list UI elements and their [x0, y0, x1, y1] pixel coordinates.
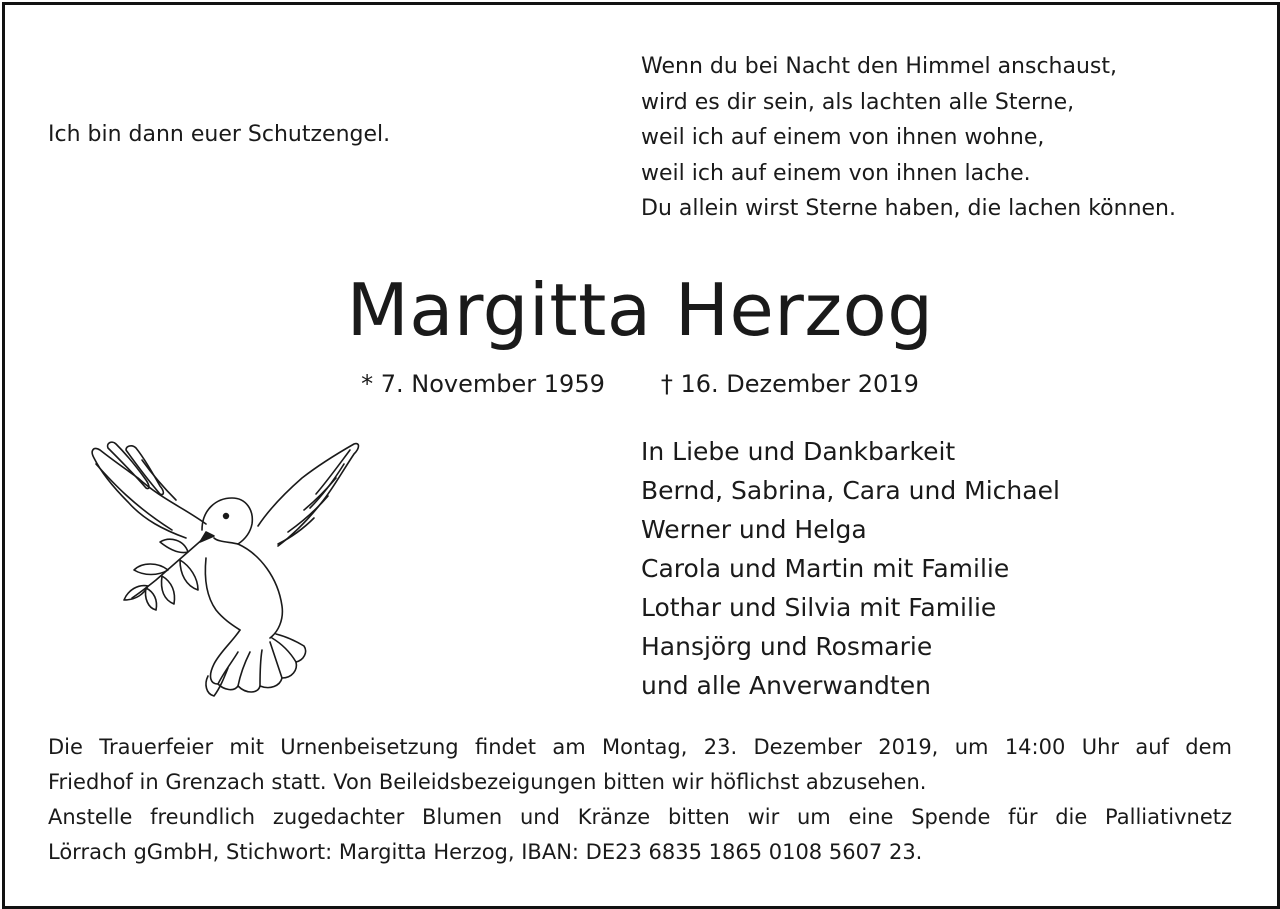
birth-date: * 7. November 1959 [361, 370, 605, 398]
funeral-notice [48, 730, 1232, 870]
deceased-name: Margitta Herzog [346, 268, 934, 352]
poem-line: weil ich auf einem von ihnen lache. [641, 160, 1031, 186]
signers-list [641, 432, 1060, 705]
signers-line: In Liebe und Dankbarkeit [641, 437, 956, 466]
signers-line: Hansjörg und Rosmarie [641, 632, 933, 661]
signers-line: Lothar und Silvia mit Familie [641, 593, 997, 622]
poem-line: Wenn du bei Nacht den Himmel anschaust, [641, 54, 1118, 79]
notice-line: Lörrach gGmbH, Stichwort: Margitta Herzog, IBAN: DE23 6835 1865 0108 5607 23. [48, 840, 923, 864]
poem-line: Du allein wirst Sterne haben, die lachen können. [641, 196, 1176, 221]
notice-line: Anstelle freundlich zugedachter Blumen und Kränze bitten wir um eine Spende für die Palliativnetz [48, 805, 1232, 829]
signers-line: Bernd, Sabrina, Cara und Michael [641, 476, 1060, 505]
notice-line: Friedhof in Grenzach statt. Von Beileidsbezeigungen bitten wir höflichst abzusehen. [48, 770, 927, 794]
notice-line: Die Trauerfeier mit Urnenbeisetzung findet am Montag, 23. Dezember 2019, um 14:00 Uhr auf dem [48, 735, 1232, 759]
poem [641, 49, 1176, 227]
life-dates [0, 366, 1280, 402]
dove-with-olive-branch-icon [88, 438, 363, 700]
signers-line: und alle Anverwandten [641, 671, 931, 700]
signers-line: Werner und Helga [641, 515, 867, 544]
signers-line: Carola und Martin mit Familie [641, 554, 1010, 583]
death-date: † 16. Dezember 2019 [660, 370, 919, 398]
motto-text: Ich bin dann euer Schutzengel. [48, 122, 391, 147]
poem-line: wird es dir sein, als lachten alle Sterne, [641, 89, 1075, 115]
poem-line: weil ich auf einem von ihnen wohne, [641, 125, 1045, 150]
